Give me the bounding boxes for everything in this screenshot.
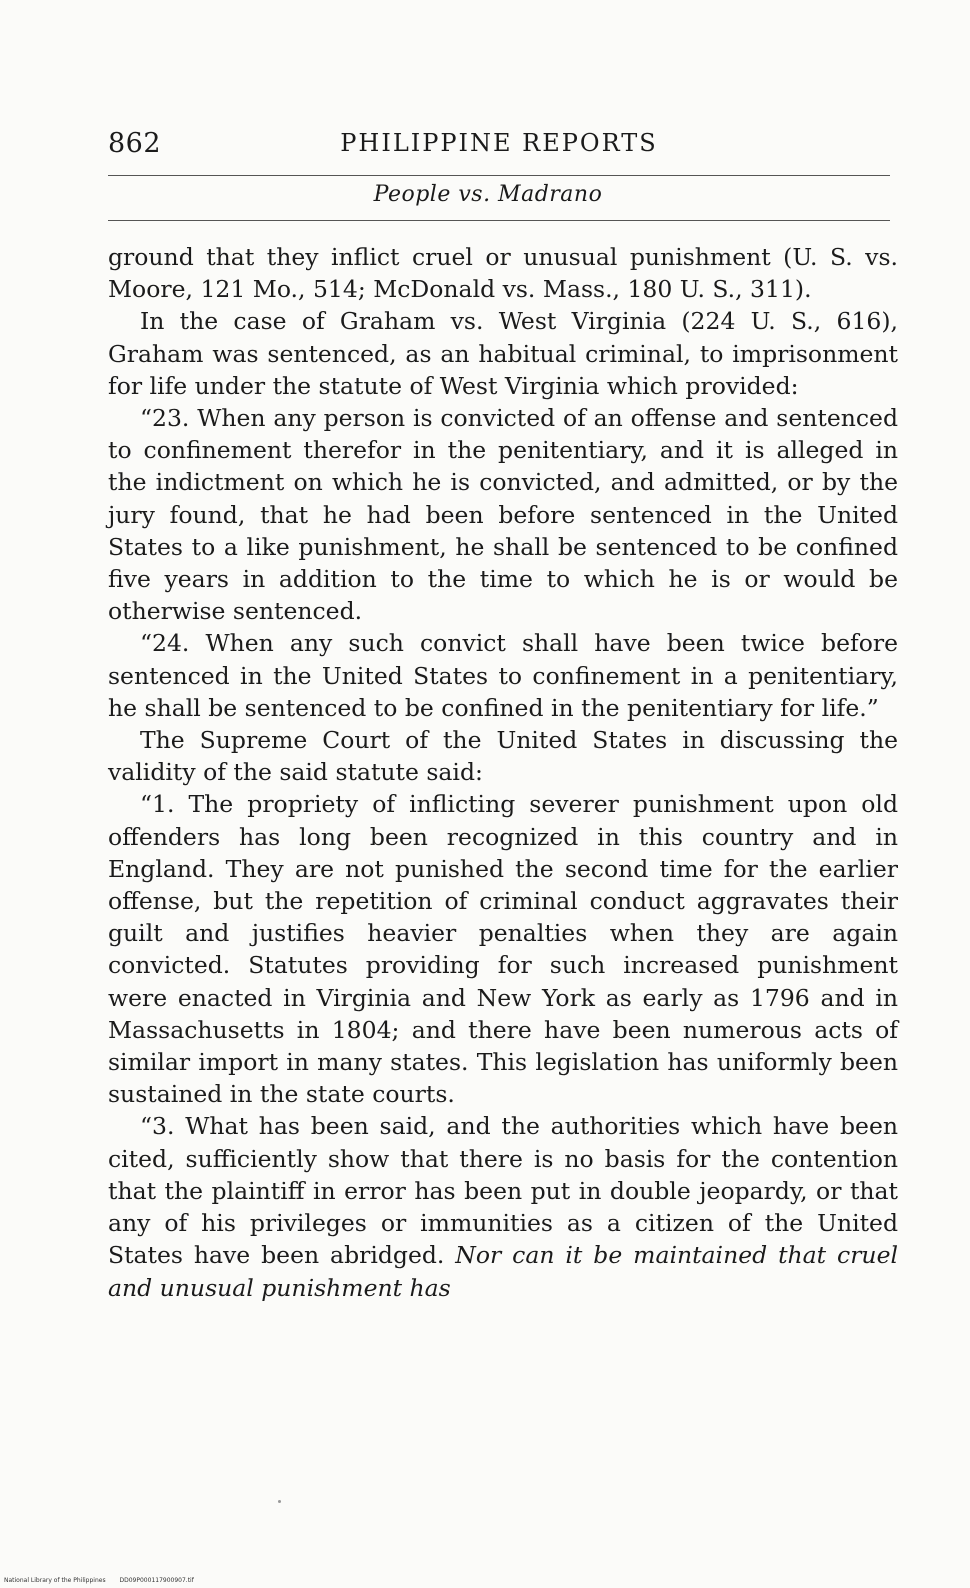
paragraph-supreme-court: The Supreme Court of the United States in discussing the validity of the said statute said: (108, 726, 898, 787)
footer-note (4, 1577, 206, 1584)
footer-code: DD09P000117900907.tif (119, 1577, 194, 1584)
paragraph-graham-case: In the case of Graham vs. West Virginia (224 U. S., 616), Graham was sentenced, as an habitual criminal, to imprisonment for life under the statute of West Virginia which provided: (108, 307, 898, 400)
paragraph-quote-3 (108, 1110, 898, 1303)
running-head: PHILIPPINE REPORTS (340, 129, 658, 157)
scan-speck (278, 1500, 281, 1503)
header-rule-top (108, 175, 890, 176)
paragraph-quote-1: “1. The propriety of inflicting severer punishment upon old offenders has long been recognized in this country and in England. They are not punished the second time for the earlier offense, but the repetition of criminal conduct aggravates their guilt and justifies heavier penalties when they are again convicted. Statutes providing for such increased punishment were enacted in Virginia and New York as early as 1796 and in Massachusetts in 1804; and there have been numerous acts of similar import in many states. This legislation has uniformly been sustained in the state courts. (108, 790, 898, 1109)
case-title: People vs. Madrano (373, 182, 603, 207)
paragraph-statute-24: “24. When any such convict shall have been twice before sentenced in the United States to confinement in a penitentiary, he shall be sentenced to be confined in the penitentiary for life.” (108, 629, 898, 722)
paragraph-continuation: ground that they inflict cruel or unusual punishment (U. S. vs. Moore, 121 Mo., 514; McDonald vs. Mass., 180 U. S., 311). (108, 243, 898, 304)
body-text (108, 241, 898, 1304)
quote-3-text: “3. What has been said, and the authorities which have been cited, sufficiently show that there is no basis for the contention that the plaintiff in error has been put in double jeopardy, or that any of his privileges or immunities as a citizen of the United States have been abridged. (108, 1112, 898, 1270)
paragraph-statute-23: “23. When any person is convicted of an offense and sentenced to confinement therefor in the penitentiary, and it is alleged in the indictment on which he is convicted, and admitted, or by the jury found, that he had been before sentenced in the United States to a like punishment, he shall be sentenced to be confined five years in addition to the time to which he is or would be otherwise sentenced. (108, 404, 898, 626)
quote-3-italic: Nor can it be maintained that cruel and unusual punishment has (108, 1241, 898, 1302)
header-rule-bottom (108, 220, 890, 221)
footer-library: National Library of the Philippines (4, 1577, 106, 1584)
page-number: 862 (108, 128, 162, 159)
